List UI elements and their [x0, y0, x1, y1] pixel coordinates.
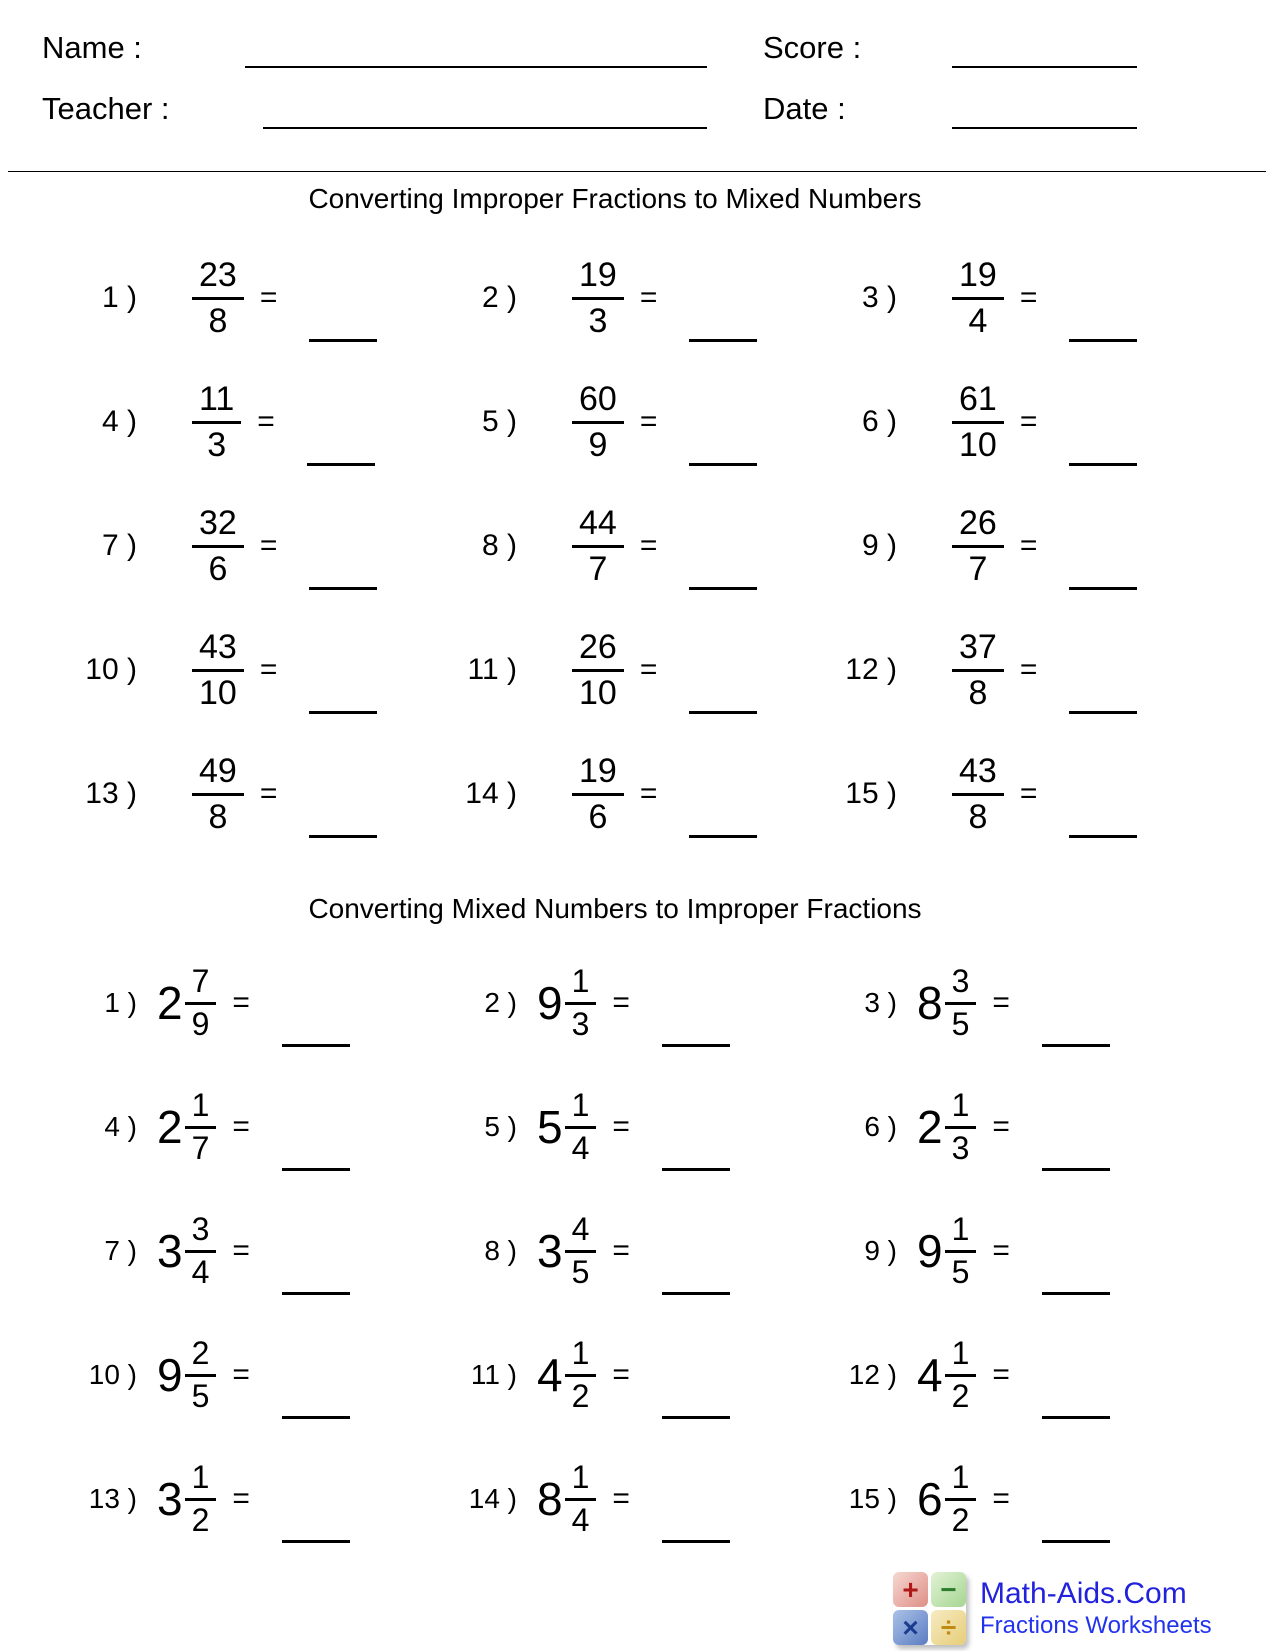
fraction: [572, 381, 624, 462]
whole-number: 8: [537, 1473, 563, 1525]
fraction-numerator: 1: [951, 1334, 970, 1371]
fraction: [572, 505, 624, 586]
fraction-numerator: 43: [959, 752, 997, 791]
problem-number: 13 ): [88, 1483, 137, 1514]
answer-blank: [282, 1044, 350, 1047]
fraction-denominator: 5: [565, 1250, 597, 1290]
equals-sign: =: [612, 1234, 630, 1267]
equals-sign: =: [232, 1482, 250, 1515]
answer-blank: [1042, 1168, 1110, 1171]
fraction-numerator: 19: [579, 256, 617, 295]
fraction: [945, 1210, 977, 1290]
fraction: [185, 1210, 217, 1290]
fraction: [952, 381, 1004, 462]
problem-number: 7 ): [101, 529, 137, 562]
fraction-denominator: 2: [565, 1374, 597, 1414]
answer-blank: [662, 1540, 730, 1543]
fraction-denominator: 8: [952, 793, 1004, 835]
whole-number: 4: [917, 1349, 943, 1401]
answer-blank: [309, 587, 377, 590]
fraction-denominator: 3: [945, 1126, 977, 1166]
problem: [55, 732, 435, 856]
problem-number: 5 ): [481, 405, 517, 438]
fraction: [565, 1086, 597, 1166]
problem: [815, 1313, 1195, 1437]
answer-blank: [282, 1416, 350, 1419]
whole-number: 6: [917, 1473, 943, 1525]
fraction: [952, 753, 1004, 834]
equals-sign: =: [232, 1234, 250, 1267]
problem-number: 14 ): [465, 777, 517, 810]
problem-number: 10 ): [85, 653, 137, 686]
answer-blank: [662, 1044, 730, 1047]
problem-number: 14 ): [468, 1483, 517, 1514]
footer-brand-block: [893, 1572, 1212, 1645]
fraction-denominator: 2: [185, 1498, 217, 1538]
equals-sign: =: [259, 777, 278, 810]
divide-icon: ÷: [931, 1610, 966, 1645]
problem: [55, 1313, 435, 1437]
fraction-numerator: 1: [951, 1458, 970, 1495]
fraction-numerator: 1: [571, 1458, 590, 1495]
answer-blank: [309, 711, 377, 714]
equals-sign: =: [992, 1234, 1010, 1267]
whole-number: 9: [537, 977, 563, 1029]
problem-number: 6 ): [864, 1111, 897, 1142]
problem-number: 13 ): [85, 777, 137, 810]
equals-sign: =: [992, 1482, 1010, 1515]
problem-number: 12 ): [845, 653, 897, 686]
whole-number: 5: [537, 1101, 563, 1153]
times-icon: ×: [893, 1610, 928, 1645]
equals-sign: =: [257, 405, 275, 438]
plus-icon: +: [893, 1572, 928, 1607]
date-field-line: [952, 127, 1137, 129]
answer-blank: [689, 835, 757, 838]
fraction: [192, 505, 244, 586]
fraction: [945, 962, 977, 1042]
whole-number: 3: [157, 1473, 183, 1525]
fraction-numerator: 43: [199, 628, 237, 667]
fraction-denominator: 3: [565, 1002, 597, 1042]
fraction-numerator: 49: [199, 752, 237, 791]
equals-sign: =: [612, 1482, 630, 1515]
fraction-numerator: 1: [951, 1086, 970, 1123]
problem: [435, 1437, 815, 1561]
fraction: [952, 629, 1004, 710]
equals-sign: =: [639, 281, 658, 314]
fraction-denominator: 7: [572, 545, 624, 587]
whole-number: 3: [157, 1225, 183, 1277]
problem-number: 12 ): [848, 1359, 897, 1390]
fraction-numerator: 26: [579, 628, 617, 667]
problem-number: 15 ): [845, 777, 897, 810]
problem-number: 2 ): [484, 987, 517, 1018]
teacher-label: Teacher :: [42, 91, 170, 126]
worksheet-type-label: Fractions Worksheets: [980, 1611, 1212, 1639]
equals-sign: =: [992, 986, 1010, 1019]
problem: [815, 1189, 1195, 1313]
fraction: [565, 962, 597, 1042]
fraction-numerator: 44: [579, 504, 617, 543]
fraction-numerator: 4: [571, 1210, 590, 1247]
fraction-numerator: 1: [571, 962, 590, 999]
problem: [55, 360, 435, 484]
fraction-numerator: 19: [579, 752, 617, 791]
answer-blank: [282, 1540, 350, 1543]
problem-number: 10 ): [88, 1359, 137, 1390]
section-title-mixed-to-improper: Converting Mixed Numbers to Improper Fractions: [308, 893, 922, 924]
problem: [435, 941, 815, 1065]
problem: [55, 1065, 435, 1189]
equals-sign: =: [639, 777, 658, 810]
fraction-denominator: 6: [192, 545, 244, 587]
answer-blank: [1069, 463, 1137, 466]
problem-number: 8 ): [484, 1235, 517, 1266]
answer-blank: [1069, 339, 1137, 342]
fraction-numerator: 2: [191, 1334, 210, 1371]
fraction: [185, 1334, 217, 1414]
answer-blank: [309, 835, 377, 838]
fraction: [572, 629, 624, 710]
problem-number: 8 ): [481, 529, 517, 562]
equals-sign: =: [1019, 777, 1038, 810]
fraction-denominator: 5: [185, 1374, 217, 1414]
fraction-numerator: 7: [191, 962, 210, 999]
problem-number: 4 ): [104, 1111, 137, 1142]
fraction: [952, 257, 1004, 338]
answer-blank: [1042, 1292, 1110, 1295]
fraction: [572, 257, 624, 338]
problem: [815, 360, 1195, 484]
fraction-numerator: 61: [959, 380, 997, 419]
fraction: [952, 505, 1004, 586]
problem-number: 3 ): [864, 987, 897, 1018]
equals-sign: =: [232, 986, 250, 1019]
problem: [435, 1189, 815, 1313]
fraction-denominator: 10: [952, 421, 1004, 463]
fraction: [185, 962, 217, 1042]
fraction-denominator: 8: [192, 793, 244, 835]
answer-blank: [282, 1292, 350, 1295]
problem: [435, 360, 815, 484]
equals-sign: =: [612, 1110, 630, 1143]
problem: [815, 941, 1195, 1065]
brand-link[interactable]: Math-Aids.Com: [980, 1577, 1187, 1611]
minus-icon: −: [931, 1572, 966, 1607]
date-label: Date :: [763, 91, 846, 126]
fraction-denominator: 7: [952, 545, 1004, 587]
whole-number: 3: [537, 1225, 563, 1277]
fraction-denominator: 4: [565, 1498, 597, 1538]
problem: [815, 732, 1195, 856]
problem-number: 2 ): [481, 281, 517, 314]
problem: [435, 608, 815, 732]
problem-number: 6 ): [861, 405, 897, 438]
teacher-field-line: [263, 127, 707, 129]
fraction-denominator: 9: [572, 421, 624, 463]
fraction: [945, 1334, 977, 1414]
fraction: [572, 753, 624, 834]
fraction: [192, 381, 241, 462]
equals-sign: =: [612, 986, 630, 1019]
score-field-line: [952, 66, 1137, 68]
math-aids-logo: [893, 1572, 966, 1645]
fraction-denominator: 8: [192, 297, 244, 339]
problem: [435, 236, 815, 360]
answer-blank: [307, 463, 375, 466]
fraction-numerator: 60: [579, 380, 617, 419]
fraction-denominator: 4: [185, 1250, 217, 1290]
answer-blank: [689, 587, 757, 590]
whole-number: 9: [917, 1225, 943, 1277]
problem-grid-mixed-to-improper: [55, 941, 1195, 1561]
answer-blank: [689, 339, 757, 342]
fraction-numerator: 32: [199, 504, 237, 543]
problem-grid-improper-to-mixed: [55, 236, 1195, 856]
answer-blank: [282, 1168, 350, 1171]
answer-blank: [662, 1416, 730, 1419]
problem-number: 9 ): [861, 529, 897, 562]
problem: [815, 608, 1195, 732]
problem: [815, 484, 1195, 608]
fraction-denominator: 5: [945, 1250, 977, 1290]
fraction-numerator: 11: [199, 380, 235, 419]
problem-number: 11 ): [467, 653, 517, 686]
whole-number: 4: [537, 1349, 563, 1401]
fraction: [565, 1458, 597, 1538]
equals-sign: =: [992, 1358, 1010, 1391]
whole-number: 9: [157, 1349, 183, 1401]
problem: [55, 484, 435, 608]
fraction: [185, 1458, 217, 1538]
answer-blank: [662, 1168, 730, 1171]
problem-number: 1 ): [104, 987, 137, 1018]
fraction-denominator: 10: [572, 669, 624, 711]
fraction-denominator: 4: [565, 1126, 597, 1166]
problem: [55, 1189, 435, 1313]
fraction-denominator: 10: [192, 669, 244, 711]
problem-number: 9 ): [864, 1235, 897, 1266]
score-label: Score :: [763, 30, 862, 65]
equals-sign: =: [992, 1110, 1010, 1143]
answer-blank: [689, 711, 757, 714]
fraction-numerator: 26: [959, 504, 997, 543]
fraction-denominator: 5: [945, 1002, 977, 1042]
answer-blank: [309, 339, 377, 342]
fraction: [185, 1086, 217, 1166]
equals-sign: =: [232, 1358, 250, 1391]
answer-blank: [1069, 835, 1137, 838]
problem: [435, 1065, 815, 1189]
problem: [55, 1437, 435, 1561]
answer-blank: [662, 1292, 730, 1295]
fraction-denominator: 7: [185, 1126, 217, 1166]
problem-number: 1 ): [101, 281, 137, 314]
answer-blank: [1042, 1044, 1110, 1047]
problem: [435, 1313, 815, 1437]
section-title-improper-to-mixed: Converting Improper Fractions to Mixed Numbers: [308, 183, 922, 214]
fraction-numerator: 19: [959, 256, 997, 295]
footer-text: [980, 1577, 1212, 1639]
problem-number: 15 ): [848, 1483, 897, 1514]
fraction-denominator: 8: [952, 669, 1004, 711]
problem-number: 11 ): [470, 1359, 517, 1390]
fraction-denominator: 6: [572, 793, 624, 835]
problem: [55, 608, 435, 732]
problem-number: 5 ): [484, 1111, 517, 1142]
answer-blank: [1042, 1540, 1110, 1543]
fraction-numerator: 1: [191, 1086, 210, 1123]
fraction: [565, 1210, 597, 1290]
name-field-line: [245, 66, 707, 68]
equals-sign: =: [1019, 405, 1038, 438]
fraction-numerator: 23: [199, 256, 237, 295]
whole-number: 2: [157, 977, 183, 1029]
equals-sign: =: [259, 529, 278, 562]
equals-sign: =: [232, 1110, 250, 1143]
equals-sign: =: [1019, 529, 1038, 562]
equals-sign: =: [1019, 281, 1038, 314]
fraction: [565, 1334, 597, 1414]
problem: [815, 1065, 1195, 1189]
problem: [435, 732, 815, 856]
answer-blank: [1069, 587, 1137, 590]
equals-sign: =: [639, 653, 658, 686]
problem-number: 4 ): [101, 405, 137, 438]
answer-blank: [1042, 1416, 1110, 1419]
fraction-denominator: 3: [572, 297, 624, 339]
problem-number: 7 ): [104, 1235, 137, 1266]
whole-number: 2: [917, 1101, 943, 1153]
problem: [55, 941, 435, 1065]
fraction-denominator: 9: [185, 1002, 217, 1042]
fraction-denominator: 2: [945, 1498, 977, 1538]
fraction: [192, 257, 244, 338]
fraction-denominator: 2: [945, 1374, 977, 1414]
fraction-denominator: 3: [192, 421, 241, 463]
equals-sign: =: [1019, 653, 1038, 686]
whole-number: 2: [157, 1101, 183, 1153]
header-divider: [8, 171, 1266, 172]
fraction-numerator: 3: [191, 1210, 210, 1247]
fraction-numerator: 3: [951, 962, 970, 999]
answer-blank: [689, 463, 757, 466]
fraction-numerator: 1: [571, 1334, 590, 1371]
fraction: [945, 1086, 977, 1166]
fraction: [192, 753, 244, 834]
equals-sign: =: [639, 529, 658, 562]
problem: [815, 236, 1195, 360]
equals-sign: =: [259, 653, 278, 686]
problem: [815, 1437, 1195, 1561]
equals-sign: =: [259, 281, 278, 314]
fraction: [192, 629, 244, 710]
answer-blank: [1069, 711, 1137, 714]
fraction-denominator: 4: [952, 297, 1004, 339]
fraction: [945, 1458, 977, 1538]
fraction-numerator: 1: [571, 1086, 590, 1123]
equals-sign: =: [612, 1358, 630, 1391]
fraction-numerator: 1: [951, 1210, 970, 1247]
name-label: Name :: [42, 30, 142, 65]
equals-sign: =: [639, 405, 658, 438]
problem-number: 3 ): [861, 281, 897, 314]
fraction-numerator: 37: [959, 628, 997, 667]
problem: [55, 236, 435, 360]
problem: [435, 484, 815, 608]
whole-number: 8: [917, 977, 943, 1029]
fraction-numerator: 1: [191, 1458, 210, 1495]
